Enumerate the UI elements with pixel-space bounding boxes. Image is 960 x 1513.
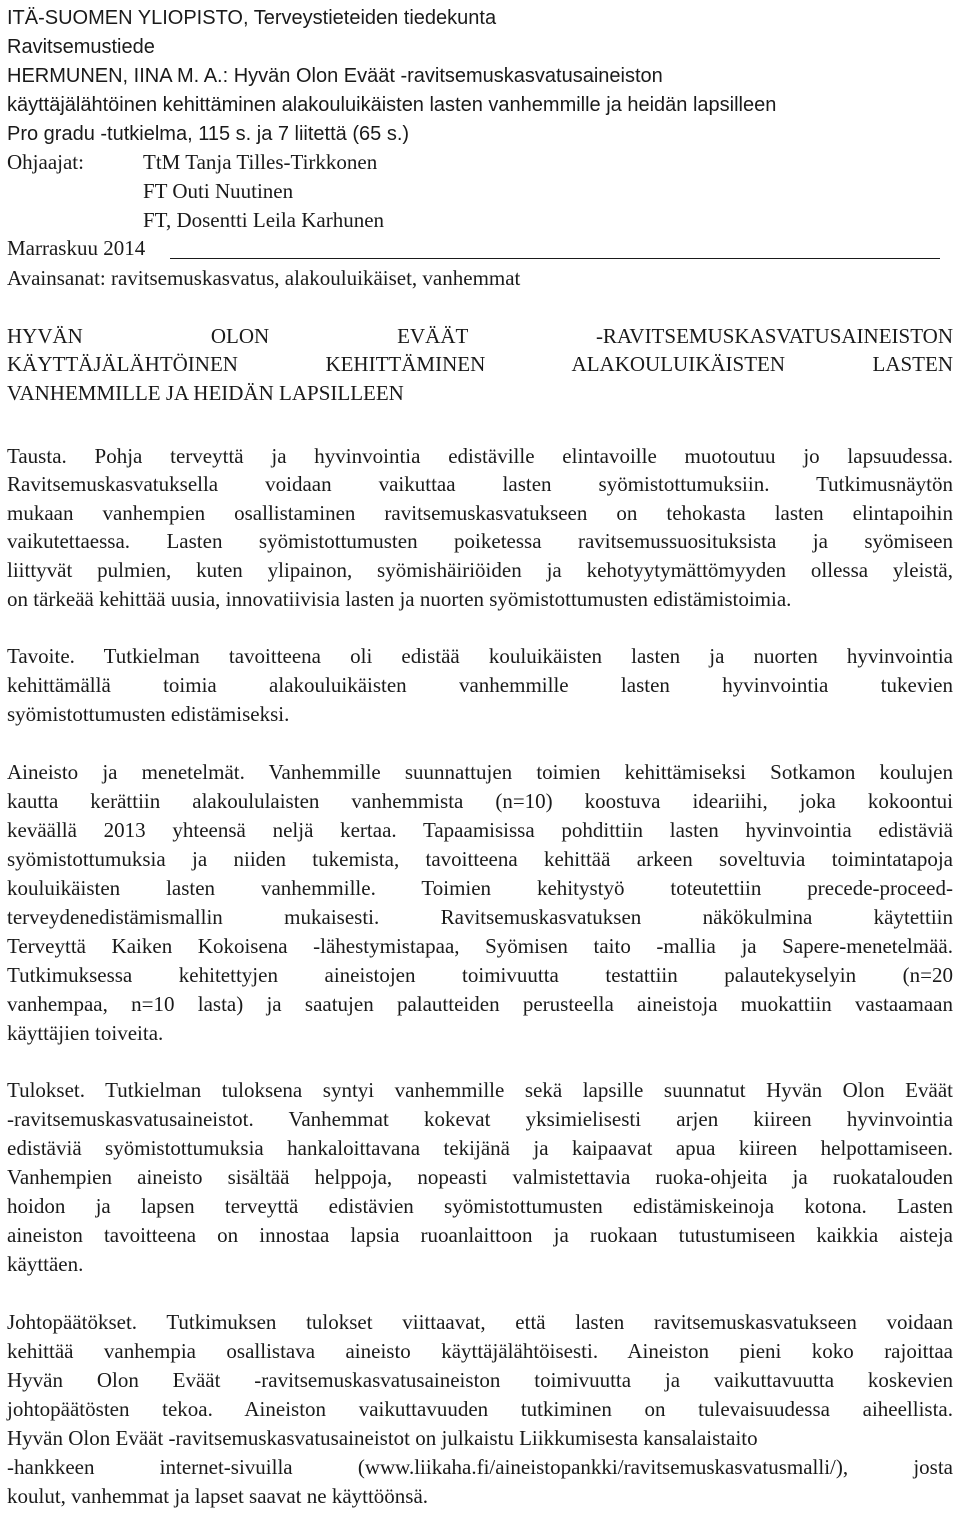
tulokset-line-5: hoidon ja lapsen terveyttä edistävien syömistottumusten edistämiskeinoja kotona. Lasten [7,1194,953,1218]
department-line: Ravitsemustiede [7,36,155,58]
author-title-line-2: käyttäjälähtöinen kehittäminen alakouluikäisten lasten vanhemmille ja heidän lapsilleen [7,94,777,116]
aineisto-line-3: keväällä 2013 yhteensä neljä kertaa. Tapaamisissa pohdittiin lasten hyvinvointia edistäviä [7,818,953,842]
aineisto-line-2: kautta kerättiin alakoululaisten vanhemmista (n=10) koostuva ideariihi, joka kokoontui [7,789,953,813]
aineisto-line-10: käyttäjien toiveita. [7,1021,164,1045]
aineisto-line-1: Aineisto ja menetelmät. Vanhemmille suunnattujen toimien kehittämiseksi Sotkamon koulujen [7,760,953,784]
tulokset-line-3: edistäviä syömistottumuksia hankaloittavana tekijänä ja kaipaavat apua kiireen helpottamiseen. [7,1136,953,1160]
keywords-line: Avainsanat: ravitsemuskasvatus, alakouluikäiset, vanhemmat [7,266,521,290]
johtopaatokset-line-3: Hyvän Olon Eväät -ravitsemuskasvatusaineiston toimivuutta ja vaikuttavuutta koskevien [7,1368,953,1392]
title-line-1: HYVÄN OLON EVÄÄT -RAVITSEMUSKASVATUSAINEISTON [7,324,953,348]
tavoite-line-2: kehittämällä toimia alakouluikäisten vanhemmille lasten hyvinvointia tukevien [7,673,953,697]
tausta-line-6: on tärkeää kehittää uusia, innovatiivisia lasten ja nuorten syömistottumusten edistämistoimia. [7,587,792,611]
supervisor-2: FT Outi Nuutinen [143,179,294,203]
thesis-info-line: Pro gradu -tutkielma, 115 s. ja 7 liitettä (65 s.) [7,123,410,145]
header-divider [170,258,940,259]
johtopaatokset-line-7: koulut, vanhemmat ja lapset saavat ne käyttöönsä. [7,1484,429,1508]
aineisto-line-7: Terveyttä Kaiken Kokoisena -lähestymistapaa, Syömisen taito -mallia ja Sapere-menetelmää. [7,934,953,958]
tausta-line-3: mukaan vanhempien osallistaminen ravitsemuskasvatukseen on tehokasta lasten elintapoihin [7,501,953,525]
aineisto-line-8: Tutkimuksessa kehitettyjen aineistojen toimivuutta testattiin palautekyselyin (n=20 [7,963,953,987]
tavoite-line-3: syömistottumusten edistämiseksi. [7,702,290,726]
aineisto-line-6: terveydenedistämismallin mukaisesti. Ravitsemuskasvatuksen näkökulmina käytettiin [7,905,953,929]
johtopaatokset-line-5: Hyvän Olon Eväät -ravitsemuskasvatusaineistot on julkaistu Liikkumisesta kansalaistaito [7,1426,758,1450]
university-line: ITÄ-SUOMEN YLIOPISTO, Terveystieteiden tiedekunta [7,7,497,29]
date-line: Marraskuu 2014 [7,236,146,260]
tulokset-line-7: käyttäen. [7,1252,84,1276]
aineisto-line-4: syömistottumuksia ja niiden tukemista, tavoitteena kehittää arkeen soveltuvia toimintatapoja [7,847,953,871]
johtopaatokset-line-6: -hankkeen internet-sivuilla (www.liikaha.fi/aineistopankki/ravitsemuskasvatusmalli/), josta [7,1455,953,1479]
aineisto-line-5: kouluikäisten lasten vanhemmille. Toimien kehitystyö toteutettiin precede-proceed- [7,876,953,900]
johtopaatokset-line-4: johtopäätösten tekoa. Aineiston vaikuttavuuden tutkiminen on tulevaisuudessa aiheellista. [7,1397,953,1421]
title-line-3: VANHEMMILLE JA HEIDÄN LAPSILLEEN [7,381,404,405]
tavoite-line-1: Tavoite. Tutkielman tavoitteena oli edistää kouluikäisten lasten ja nuorten hyvinvointia [7,644,953,668]
tulokset-line-4: Vanhempien aineisto sisältää helppoja, nopeasti valmistettavia ruoka-ohjeita ja ruokatalouden [7,1165,953,1189]
tausta-line-4: vaikutettaessa. Lasten syömistottumusten poiketessa ravitsemussuosituksista ja syömiseen [7,529,953,553]
title-line-2: KÄYTTÄJÄLÄHTÖINEN KEHITTÄMINEN ALAKOULUIKÄISTEN LASTEN [7,352,953,376]
tausta-line-2: Ravitsemuskasvatuksella voidaan vaikuttaa lasten syömistottumuksiin. Tutkimusnäytön [7,472,953,496]
author-title-line-1: HERMUNEN, IINA M. A.: Hyvän Olon Eväät -ravitsemuskasvatusaineiston [7,65,663,87]
tulokset-line-2: -ravitsemuskasvatusaineistot. Vanhemmat kokevat yksimielisesti arjen kiireen hyvinvointia [7,1107,953,1131]
tausta-line-5: liittyvät pulmien, kuten ylipainon, syömishäiriöiden ja kehotyytymättömyyden ollessa yleistä, [7,558,953,582]
supervisors-label: Ohjaajat: [7,150,84,174]
supervisor-1: TtM Tanja Tilles-Tirkkonen [143,150,378,174]
aineisto-line-9: vanhempaa, n=10 lasta) ja saatujen palautteiden perusteella aineistoja muokattiin vastaamaan [7,992,953,1016]
tausta-line-1: Tausta. Pohja terveyttä ja hyvinvointia edistäville elintavoille muotoutuu jo lapsuudessa. [7,444,953,468]
tulokset-line-6: aineiston tavoitteena on innostaa lapsia ruoanlaittoon ja ruokaan tutustumiseen kaikkia aisteja [7,1223,953,1247]
tulokset-line-1: Tulokset. Tutkielman tuloksena syntyi vanhemmille sekä lapsille suunnatut Hyvän Olon Eväät [7,1078,953,1102]
johtopaatokset-line-2: kehittää vanhempia osallistava aineisto käyttäjälähtöisesti. Aineiston pieni koko rajoittaa [7,1339,953,1363]
johtopaatokset-line-1: Johtopäätökset. Tutkimuksen tulokset viittaavat, että lasten ravitsemuskasvatukseen voidaan [7,1310,953,1334]
supervisor-3: FT, Dosentti Leila Karhunen [143,208,385,232]
